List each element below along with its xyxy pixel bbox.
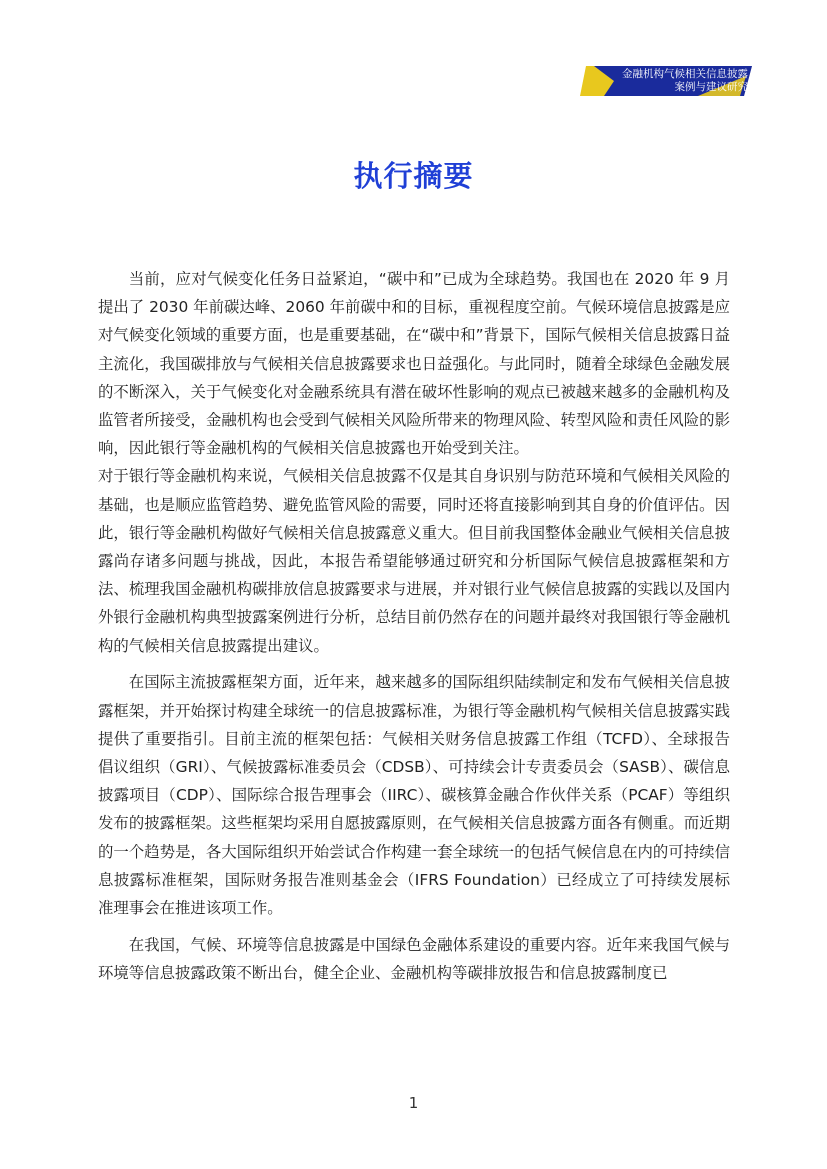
page-title: 执行摘要: [353, 159, 474, 193]
paragraph-2: 对于银行等金融机构来说，气候相关信息披露不仅是其自身识别与防范环境和气候相关风险的基础，也是顺应监管趋势、避免监管风险的需要，同时还将直接影响到其自身的价值评估。因此，银行等金融机构做好气候相关信息披露意义重大。但目前我国整体金融业气候相关信息披露尚存诸多问题与挑战，因此，本报告希望能够通过研究和分析国际气候信息披露框架和方法、梳理我国金融机构碳排放信息披露要求与进展，并对银行业气候信息披露的实践以及国内外银行金融机构典型披露案例进行分析，总结目前仍然存在的问题并最终对我国银行等金融机构的气候相关信息披露提出建议。: [98, 467, 730, 655]
banner-line-2: 案例与建议研究: [674, 81, 748, 93]
paragraph-1: 当前，应对气候变化任务日益紧迫，“碳中和”已成为全球趋势。我国也在 2020 年 9 月提出了 2030 年前碳达峰、2060 年前碳中和的目标，重视程度空前。气候环境信息披露是应对气候变化领域的重要方面，也是重要基础，在“碳中和”背景下，国际气候相关信息披露日益主流化，我国碳排放与气候相关信息披露要求也日益强化。与此同时，随着全球绿色金融发展的不断深入，关于气候变化对金融系统具有潜在破坏性影响的观点已被越来越多的金融机构及监管者所接受，金融机构也会受到气候相关风险所带来的物理风险、转型风险和责任风险的影响，因此银行等金融机构的气候相关信息披露也开始受到关注。: [98, 270, 730, 458]
paragraph-4: 在我国，气候、环境等信息披露是中国绿色金融体系建设的重要内容。近年来我国气候与环境等信息披露政策不断出台，健全企业、金融机构等碳排放报告和信息披露制度已: [98, 935, 730, 982]
banner-line-1: 金融机构气候相关信息披露: [622, 68, 748, 80]
page-number: 1: [408, 1094, 419, 1112]
header-banner-text: [596, 68, 748, 94]
paragraph-3: 在国际主流披露框架方面，近年来，越来越多的国际组织陆续制定和发布气候相关信息披露框架，并开始探讨构建全球统一的信息披露标准，为银行等金融机构气候相关信息披露实践提供了重要指引。目前主流的框架包括：气候相关财务信息披露工作组（TCFD）、全球报告倡议组织（GRI）、气候披露标准委员会（CDSB）、可持续会计专责委员会（SASB）、碳信息披露项目（CDP）、国际综合报告理事会（IIRC）、碳核算金融合作伙伴关系（PCAF）等组织发布的披露框架。这些框架均采用自愿披露原则，在气候相关信息披露方面各有侧重。而近期的一个趋势是，各大国际组织开始尝试合作构建一套全球统一的包括气候信息在内的可持续信息披露标准框架，国际财务报告准则基金会（IFRS Foundation）已经成立了可持续发展标准理事会在推进该项工作。: [98, 673, 730, 917]
body-text: [98, 265, 730, 996]
